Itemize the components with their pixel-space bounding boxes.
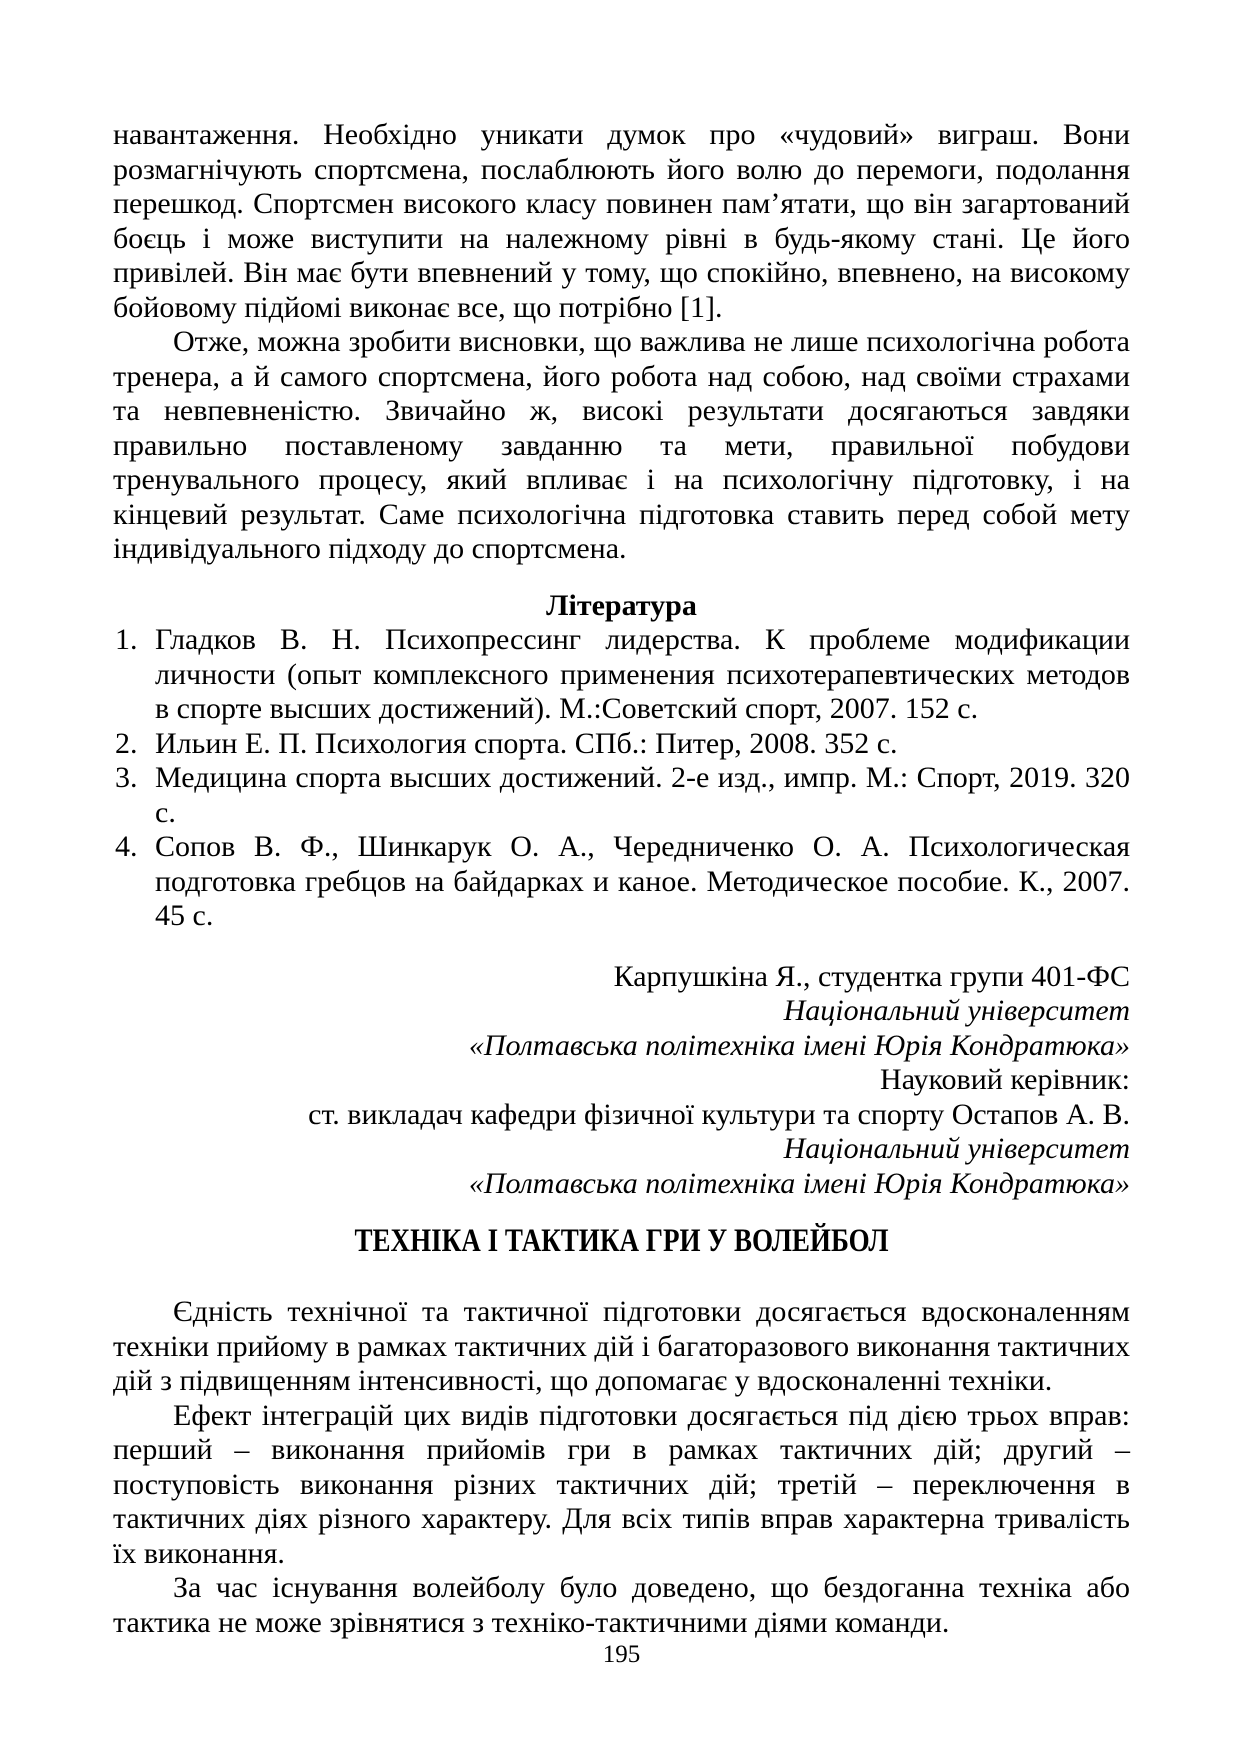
paragraph: За час існування волейболу було доведено, що бездоганна техніка або тактика не може зрівнятися з техніко-тактичними діями команди.	[113, 1571, 1130, 1639]
reference-item	[113, 830, 1130, 934]
reference-number: 4.	[115, 830, 138, 863]
references-list	[113, 623, 1130, 934]
literature-heading: Література	[546, 588, 697, 622]
page-number: 195	[602, 1641, 641, 1668]
paragraph: навантаження. Необхідно уникати думок про «чудовий» виграш. Вони розмагнічують спортсмена, послаблюють його волю до перемоги, подолання перешкод. Спортсмен високого класу повинен пам’ятати, що він загартований боєць і може виступити на належному рівні в будь-якому стані. Це його привілей. Він має бути впевнений у тому, що спокійно, впевнено, на високому бойовому підйомі виконає все, що потрібно [1].	[113, 118, 1130, 324]
reference-item	[113, 761, 1130, 830]
attribution-line: Національний університет	[783, 994, 1130, 1027]
intro-paragraphs	[113, 118, 1130, 567]
reference-text: Медицина спорта высших достижений. 2-е изд., импр. М.: Спорт, 2019. 320 с.	[155, 761, 1130, 829]
reference-item	[113, 623, 1130, 727]
attribution-line: «Полтавська політехніка імені Юрія Кондратюка»	[468, 1166, 1130, 1200]
article-title: ТЕХНІКА І ТАКТИКА ГРИ У ВОЛЕЙБОЛ	[354, 1223, 889, 1259]
reference-text: Ильин Е. П. Психология спорта. СПб.: Питер, 2008. 352 с.	[155, 726, 898, 760]
reference-text: Сопов В. Ф., Шинкарук О. А., Чередниченко О. А. Психологическая подготовка гребцов на байдарках и каное. Методическое пособие. К., 2007. 45 с.	[155, 830, 1130, 932]
reference-item	[113, 727, 1130, 762]
attribution-line: «Полтавська політехніка імені Юрія Кондратюка»	[468, 1028, 1130, 1062]
reference-number: 2.	[115, 726, 138, 760]
reference-number: 1.	[115, 623, 138, 656]
article-paragraphs	[113, 1295, 1130, 1640]
reference-number: 3.	[115, 761, 138, 794]
attribution-line: Національний університет	[783, 1132, 1130, 1165]
attribution-line: ст. викладач кафедри фізичної культури та спорту Остапов А. В.	[308, 1097, 1130, 1131]
attribution-block	[113, 960, 1130, 1202]
attribution-line: Карпушкіна Я., студентка групи 401-ФС	[613, 959, 1130, 993]
paragraph: Отже, можна зробити висновки, що важлива не лише психологічна робота тренера, а й самого спортсмена, його робота над собою, над своїми страхами та невпевненістю. Звичайно ж, високі результати досягаються завдяки правильно поставленому завданню та мети, правильної побудови тренувального процесу, який впливає і на психологічну підготовку, і на кінцевий результат. Саме психологічна підготовка ставить перед собой мету індивідуального підходу до спортсмена.	[113, 325, 1130, 565]
reference-text: Гладков В. Н. Психопрессинг лидерства. К проблеме модификации личности (опыт комплексного применения психотерапевтических методов в спорте высших достижений). М.:Советский спорт, 2007. 152 с.	[155, 623, 1130, 725]
attribution-line: Науковий керівник:	[880, 1063, 1130, 1096]
paragraph: Ефект інтеграцій цих видів підготовки досягається під дією трьох вправ: перший – виконання прийомів гри в рамках тактичних дій; другий – поступовість виконання різних тактичних дій; третій – переключення в тактичних діях різного характеру. Для всіх типів вправ характерна тривалість їх виконання.	[113, 1398, 1130, 1570]
paragraph: Єдність технічної та тактичної підготовки досягається вдосконаленням техніки прийому в рамках тактичних дій і багаторазового виконання тактичних дій з підвищенням інтенсивності, що допомагає у вдосконаленні техніки.	[113, 1295, 1130, 1397]
